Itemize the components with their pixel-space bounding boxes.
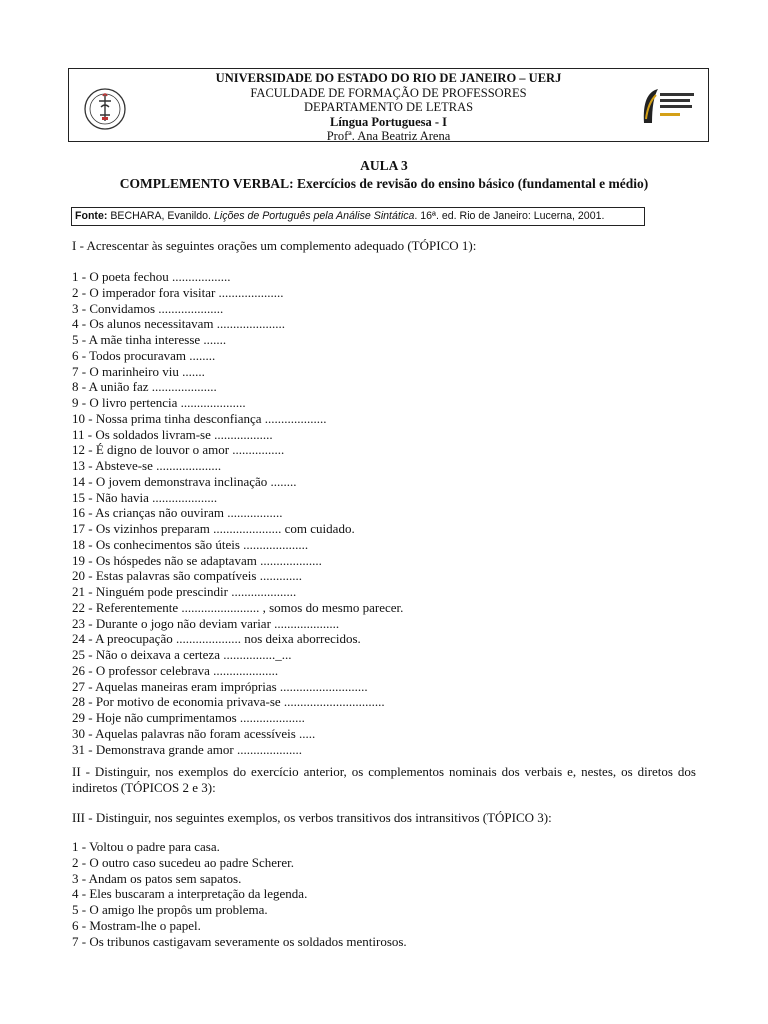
list-item: 2 - O imperador fora visitar .................... — [72, 284, 284, 300]
header-text — [69, 71, 708, 144]
list-item: 15 - Não havia .................... — [72, 489, 218, 505]
list-item: 4 - Eles buscaram a interpretação da legenda. — [72, 886, 308, 902]
list-item: 2 - O outro caso sucedeu ao padre Scherer. — [72, 854, 294, 870]
list-item: 28 - Por motivo de economia privava-se ............................... — [72, 694, 385, 710]
section2-instruction: II - Distinguir, nos exemplos do exercício anterior, os complementos nominais dos verbais e, nestes, os diretos dos indiretos (TÓPICOS 2 e 3): — [72, 764, 696, 795]
section1-instruction: I - Acrescentar às seguintes orações um complemento adequado (TÓPICO 1): — [72, 238, 477, 253]
list-item: 7 - Os tribunos castigavam severamente os soldados mentirosos. — [72, 933, 407, 949]
list-item: 6 - Mostram-lhe o papel. — [72, 917, 201, 933]
list-item: 27 - Aquelas maneiras eram impróprias ........................... — [72, 678, 368, 694]
course-name: Língua Portuguesa - I — [329, 114, 448, 129]
source-citation — [71, 207, 645, 226]
list-item: 12 - É digno de louvor o amor ................ — [72, 442, 285, 458]
list-item: 18 - Os conhecimentos são úteis .................... — [72, 536, 309, 552]
list-item: 1 - Voltou o padre para casa. — [72, 839, 220, 854]
list-item: 16 - As crianças não ouviram ................. — [72, 505, 283, 521]
section3-instruction: III - Distinguir, nos seguintes exemplos, os verbos transitivos dos intransitivos (TÓPICO 3): — [72, 810, 552, 825]
source-label: Fonte: — [75, 210, 108, 222]
list-item: 3 - Andam os patos sem sapatos. — [72, 870, 242, 886]
list-item: 24 - A preocupação .................... nos deixa aborrecidos. — [72, 631, 361, 647]
list-item: 8 - A união faz .................... — [72, 379, 217, 395]
list-item: 31 - Demonstrava grande amor .................... — [72, 741, 302, 757]
list-item: 11 - Os soldados livram-se .................. — [72, 426, 273, 442]
list-item: 4 - Os alunos necessitavam ..................... — [72, 316, 286, 332]
list-item: 3 - Convidamos .................... — [72, 300, 224, 316]
exercise-list-1 — [72, 269, 403, 757]
source-details: . 16ª. ed. Rio de Janeiro: Lucerna, 2001. — [414, 210, 605, 222]
university-name: UNIVERSIDADE DO ESTADO DO RIO DE JANEIRO – UERJ — [215, 71, 562, 85]
source-work: Lições de Português pela Análise Sintática — [213, 210, 415, 222]
lesson-subtitle: COMPLEMENTO VERBAL: Exercícios de revisão do ensino básico (fundamental e médio) — [119, 176, 649, 191]
list-item: 29 - Hoje não cumprimentamos .................... — [72, 710, 305, 725]
list-item: 30 - Aquelas palavras não foram acessíveis ..... — [72, 725, 316, 741]
lesson-title: AULA 3 — [360, 158, 408, 173]
faculty-name: FACULDADE DE FORMAÇÃO DE PROFESSORES — [250, 85, 527, 100]
list-item: 14 - O jovem demonstrava inclinação ........ — [72, 473, 297, 489]
list-item: 10 - Nossa prima tinha desconfiança ................... — [72, 410, 327, 426]
list-item: 25 - Não o deixava a certeza ................_... — [72, 647, 292, 662]
list-item: 20 - Estas palavras são compatíveis ............. — [72, 568, 302, 584]
header-box — [68, 68, 709, 142]
list-item: 6 - Todos procuravam ........ — [72, 347, 216, 363]
list-item: 22 - Referentemente ........................ , somos do mesmo parecer. — [72, 599, 404, 615]
list-item: 7 - O marinheiro viu ....... — [72, 363, 205, 379]
list-item: 23 - Durante o jogo não deviam variar .................... — [72, 615, 340, 631]
list-item: 1 - O poeta fechou .................. — [72, 269, 231, 284]
list-item: 19 - Os hóspedes não se adaptavam ................... — [72, 552, 322, 568]
professor-name: Profª. Ana Beatriz Arena — [326, 129, 451, 143]
list-item: 17 - Os vizinhos preparam ..................... com cuidado. — [72, 521, 355, 536]
list-item: 5 - O amigo lhe propôs um problema. — [72, 902, 268, 917]
exercise-list-3 — [72, 839, 407, 949]
source-author: BECHARA, Evanildo. — [107, 210, 214, 222]
list-item: 13 - Absteve-se .................... — [72, 458, 222, 473]
list-item: 9 - O livro pertencia .................... — [72, 395, 246, 410]
list-item: 26 - O professor celebrava .................... — [72, 662, 279, 678]
list-item: 21 - Ninguém pode prescindir .................... — [72, 584, 297, 599]
list-item: 5 - A mãe tinha interesse ....... — [72, 332, 227, 347]
department-name: DEPARTAMENTO DE LETRAS — [303, 100, 474, 114]
ffp-logo-icon — [638, 83, 698, 129]
